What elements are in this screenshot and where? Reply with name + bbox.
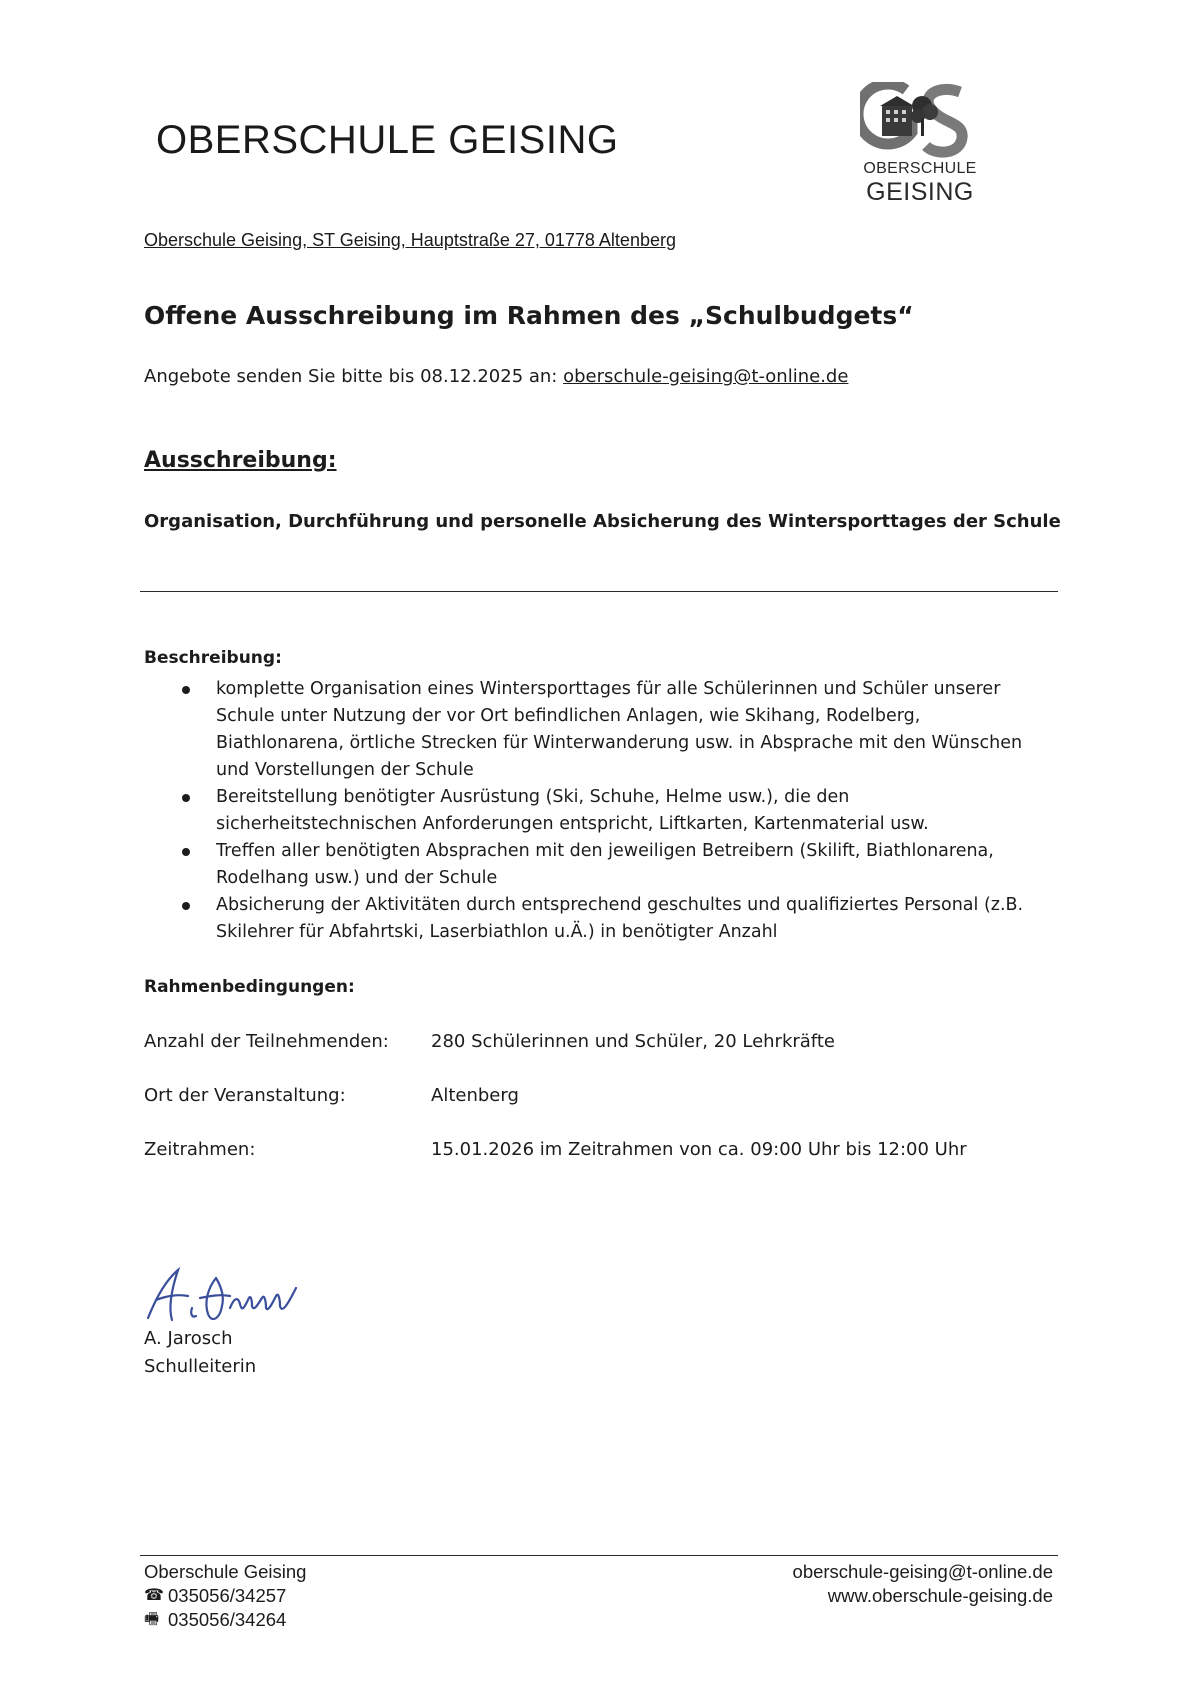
footer-phone: 035056/34257 xyxy=(168,1585,287,1606)
ausschreibung-label: Ausschreibung: xyxy=(144,448,337,473)
deadline-text: Angebote senden Sie bitte bis 08.12.2025 an: xyxy=(144,366,564,387)
fax-icon: 🖷 xyxy=(144,1611,160,1628)
list-item xyxy=(144,676,1064,784)
logo-text-line1: OBERSCHULE xyxy=(863,160,977,177)
signatory-name: A. Jarosch xyxy=(144,1328,233,1349)
list-item-line: Schule unter Nutzung der vor Ort befindlichen Anlagen, wie Skihang, Rodelberg, xyxy=(216,706,921,726)
condition-key: Ort der Veranstaltung: xyxy=(144,1085,346,1106)
list-item xyxy=(144,838,1064,892)
signatory-role: Schulleiterin xyxy=(144,1356,257,1377)
footer-website-link[interactable]: www.oberschule-geising.de xyxy=(827,1585,1053,1606)
bullet-icon xyxy=(182,848,190,856)
bullet-icon xyxy=(182,794,190,802)
bullet-icon xyxy=(182,686,190,694)
condition-key: Anzahl der Teilnehmenden: xyxy=(144,1031,389,1052)
footer-divider xyxy=(140,1555,1058,1556)
list-item xyxy=(144,784,1064,838)
footer-online xyxy=(793,1560,1053,1608)
list-item-line: Absicherung der Aktivitäten durch entsprechend geschultes und qualifiziertes Personal (z.B. xyxy=(216,895,1024,915)
footer-contact xyxy=(144,1560,306,1632)
rahmenbedingungen-label: Rahmenbedingungen: xyxy=(144,977,355,997)
bullet-icon xyxy=(182,902,190,910)
footer-fax: 035056/34264 xyxy=(168,1609,287,1630)
footer-fax-row xyxy=(144,1608,306,1632)
list-item-line: sicherheitstechnischen Anforderungen entspricht, Liftkarten, Kartenmaterial usw. xyxy=(216,814,929,834)
beschreibung-label: Beschreibung: xyxy=(144,648,282,668)
list-item-line: Skilehrer für Abfahrtski, Laserbiathlon u.Ä.) in benötigter Anzahl xyxy=(216,922,778,942)
phone-icon: ☎ xyxy=(144,1587,164,1604)
list-item-line: komplette Organisation eines Wintersporttages für alle Schülerinnen und Schüler unserer xyxy=(216,679,1001,699)
deadline-email-link[interactable]: oberschule-geising@t-online.de xyxy=(563,366,849,387)
condition-value: 15.01.2026 im Zeitrahmen von ca. 09:00 Uhr bis 12:00 Uhr xyxy=(431,1139,967,1160)
school-title: OBERSCHULE GEISING xyxy=(156,118,619,162)
list-item xyxy=(144,892,1064,946)
handwritten-signature xyxy=(138,1258,318,1338)
condition-value: 280 Schülerinnen und Schüler, 20 Lehrkräfte xyxy=(431,1031,835,1052)
condition-value: Altenberg xyxy=(431,1085,519,1106)
ausschreibung-subject: Organisation, Durchführung und personelle Absicherung des Wintersporttages der Schule xyxy=(144,511,1061,532)
list-item-line: Rodelhang usw.) und der Schule xyxy=(216,868,498,888)
deadline-line xyxy=(144,366,848,387)
footer-school-row xyxy=(144,1560,306,1584)
footer-phone-row xyxy=(144,1584,306,1608)
logo-emblem-icon xyxy=(860,82,980,162)
list-item-line: und Vorstellungen der Schule xyxy=(216,760,474,780)
list-item-line: Treffen aller benötigten Absprachen mit den jeweiligen Betreibern (Skilift, Biathlonarena, xyxy=(216,841,994,861)
section-divider xyxy=(140,591,1058,592)
condition-key: Zeitrahmen: xyxy=(144,1139,256,1160)
list-item-line: Biathlonarena, örtliche Strecken für Winterwanderung usw. in Absprache mit den Wünschen xyxy=(216,733,1023,753)
footer-email-link[interactable]: oberschule-geising@t-online.de xyxy=(792,1561,1053,1582)
beschreibung-list xyxy=(144,676,1064,946)
list-item-line: Bereitstellung benötigter Ausrüstung (Ski, Schuhe, Helme usw.), die den xyxy=(216,787,850,807)
footer-school: Oberschule Geising xyxy=(144,1561,307,1582)
page-title: Offene Ausschreibung im Rahmen des „Schulbudgets“ xyxy=(144,301,914,330)
sender-address: Oberschule Geising, ST Geising, Hauptstraße 27, 01778 Altenberg xyxy=(144,230,676,250)
logo-text-line2: GEISING xyxy=(866,178,974,206)
school-logo xyxy=(850,82,990,212)
